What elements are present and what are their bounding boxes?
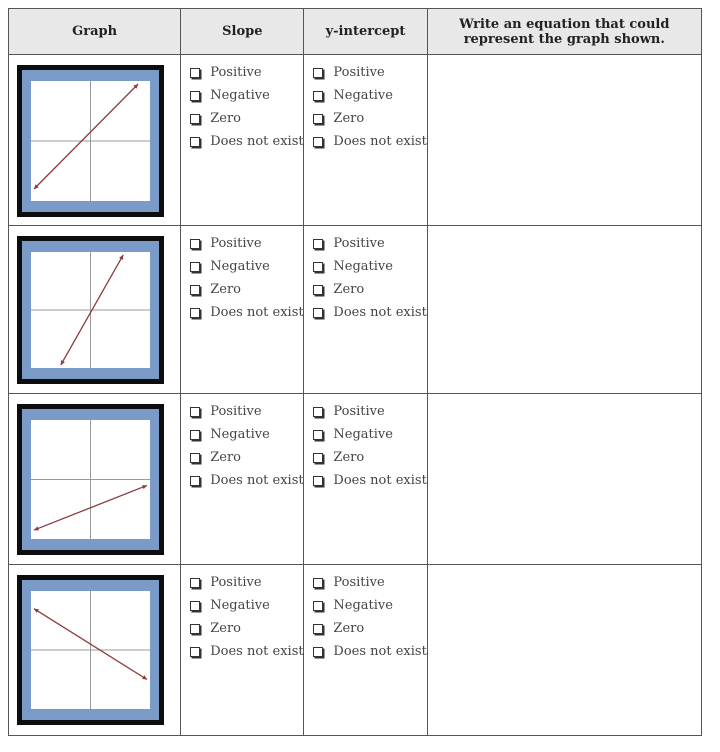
slope-option[interactable] (190, 232, 303, 255)
checkbox[interactable] (190, 578, 200, 588)
checkbox[interactable] (190, 91, 200, 101)
slope-options (181, 226, 303, 324)
checkbox[interactable] (190, 137, 200, 147)
checkbox[interactable] (190, 114, 200, 124)
option-label: Positive (333, 404, 385, 419)
option-label: Zero (333, 621, 365, 636)
checkbox[interactable] (190, 624, 200, 634)
slope-option[interactable] (190, 617, 303, 640)
table-row (9, 565, 702, 736)
equation-answer-cell[interactable] (427, 394, 701, 565)
table-row (9, 394, 702, 565)
option-label: Positive (333, 236, 385, 251)
slope-option[interactable] (190, 400, 303, 423)
slope-cell (181, 55, 304, 226)
option-label: Zero (210, 450, 242, 465)
checkbox[interactable] (313, 453, 323, 463)
graph-cell (9, 226, 181, 394)
slope-cell (181, 226, 304, 394)
header-y-intercept: y-intercept (304, 9, 427, 55)
option-label: Zero (210, 621, 242, 636)
y-intercept-option[interactable] (313, 423, 426, 446)
y-intercept-option[interactable] (313, 469, 426, 492)
graph-image (17, 236, 164, 384)
worksheet-table (8, 8, 702, 736)
y-intercept-option[interactable] (313, 255, 426, 278)
y-intercept-option[interactable] (313, 617, 426, 640)
option-label: Negative (210, 88, 270, 103)
option-label: Does not exist (210, 644, 304, 659)
option-label: Negative (210, 598, 270, 613)
option-label: Positive (333, 575, 385, 590)
option-label: Zero (333, 111, 365, 126)
slope-cell (181, 565, 304, 736)
y-intercept-cell (304, 394, 427, 565)
checkbox[interactable] (313, 239, 323, 249)
checkbox[interactable] (313, 601, 323, 611)
y-intercept-options (304, 565, 426, 663)
header-equation-line-1: Write an equation that could (459, 16, 670, 32)
checkbox[interactable] (313, 114, 323, 124)
header-row (9, 9, 702, 55)
header-slope: Slope (181, 9, 304, 55)
checkbox[interactable] (313, 285, 323, 295)
checkbox[interactable] (190, 285, 200, 295)
checkbox[interactable] (190, 239, 200, 249)
slope-option[interactable] (190, 423, 303, 446)
slope-options (181, 394, 303, 492)
table-row (9, 55, 702, 226)
slope-option[interactable] (190, 640, 303, 663)
graph-image (17, 65, 164, 217)
y-intercept-option[interactable] (313, 130, 426, 153)
option-label: Negative (333, 598, 393, 613)
checkbox[interactable] (190, 647, 200, 657)
option-label: Does not exist (210, 134, 304, 149)
slope-option[interactable] (190, 61, 303, 84)
graph-cell (9, 565, 181, 736)
graph-image (17, 575, 164, 725)
y-intercept-cell (304, 565, 427, 736)
option-label: Negative (333, 427, 393, 442)
checkbox[interactable] (313, 137, 323, 147)
slope-option[interactable] (190, 107, 303, 130)
checkbox[interactable] (190, 68, 200, 78)
option-label: Positive (210, 65, 262, 80)
option-label: Zero (210, 111, 242, 126)
option-label: Zero (333, 282, 365, 297)
checkbox[interactable] (313, 308, 323, 318)
slope-options (181, 55, 303, 153)
option-label: Positive (210, 404, 262, 419)
table-row (9, 226, 702, 394)
y-intercept-cell (304, 226, 427, 394)
option-label: Does not exist (210, 305, 304, 320)
slope-option[interactable] (190, 255, 303, 278)
checkbox[interactable] (313, 407, 323, 417)
checkbox[interactable] (313, 262, 323, 272)
option-label: Positive (210, 236, 262, 251)
y-intercept-options (304, 394, 426, 492)
checkbox[interactable] (190, 308, 200, 318)
header-equation (427, 9, 701, 55)
y-intercept-options (304, 55, 426, 153)
y-intercept-option[interactable] (313, 278, 426, 301)
checkbox[interactable] (313, 430, 323, 440)
checkbox[interactable] (313, 624, 323, 634)
checkbox[interactable] (313, 68, 323, 78)
checkbox[interactable] (190, 430, 200, 440)
slope-option[interactable] (190, 278, 303, 301)
option-label: Does not exist (333, 305, 427, 320)
y-intercept-option[interactable] (313, 594, 426, 617)
slope-option[interactable] (190, 446, 303, 469)
option-label: Zero (333, 450, 365, 465)
checkbox[interactable] (313, 476, 323, 486)
option-label: Positive (333, 65, 385, 80)
checkbox[interactable] (190, 453, 200, 463)
equation-answer-cell[interactable] (427, 55, 701, 226)
y-intercept-option[interactable] (313, 84, 426, 107)
checkbox[interactable] (190, 262, 200, 272)
y-intercept-option[interactable] (313, 640, 426, 663)
option-label: Negative (333, 259, 393, 274)
checkbox[interactable] (190, 407, 200, 417)
option-label: Does not exist (333, 134, 427, 149)
slope-options (181, 565, 303, 663)
checkbox[interactable] (313, 647, 323, 657)
y-intercept-option[interactable] (313, 400, 426, 423)
option-label: Does not exist (333, 473, 427, 488)
y-intercept-option[interactable] (313, 301, 426, 324)
option-label: Negative (210, 259, 270, 274)
checkbox[interactable] (313, 91, 323, 101)
graph-cell (9, 394, 181, 565)
option-label: Positive (210, 575, 262, 590)
header-graph: Graph (9, 9, 181, 55)
y-intercept-cell (304, 55, 427, 226)
equation-answer-cell[interactable] (427, 565, 701, 736)
option-label: Negative (210, 427, 270, 442)
slope-option[interactable] (190, 301, 303, 324)
y-intercept-option[interactable] (313, 61, 426, 84)
slope-option[interactable] (190, 130, 303, 153)
header-equation-line-2: represent the graph shown. (463, 31, 665, 47)
checkbox[interactable] (313, 578, 323, 588)
slope-option[interactable] (190, 469, 303, 492)
y-intercept-option[interactable] (313, 446, 426, 469)
equation-answer-cell[interactable] (427, 226, 701, 394)
graph-cell (9, 55, 181, 226)
slope-option[interactable] (190, 571, 303, 594)
y-intercept-option[interactable] (313, 107, 426, 130)
graph-image (17, 404, 164, 555)
slope-option[interactable] (190, 84, 303, 107)
slope-option[interactable] (190, 594, 303, 617)
table-body (9, 55, 702, 736)
y-intercept-option[interactable] (313, 232, 426, 255)
slope-cell (181, 394, 304, 565)
checkbox[interactable] (190, 476, 200, 486)
option-label: Negative (333, 88, 393, 103)
option-label: Does not exist (210, 473, 304, 488)
option-label: Zero (210, 282, 242, 297)
y-intercept-options (304, 226, 426, 324)
checkbox[interactable] (190, 601, 200, 611)
option-label: Does not exist (333, 644, 427, 659)
y-intercept-option[interactable] (313, 571, 426, 594)
